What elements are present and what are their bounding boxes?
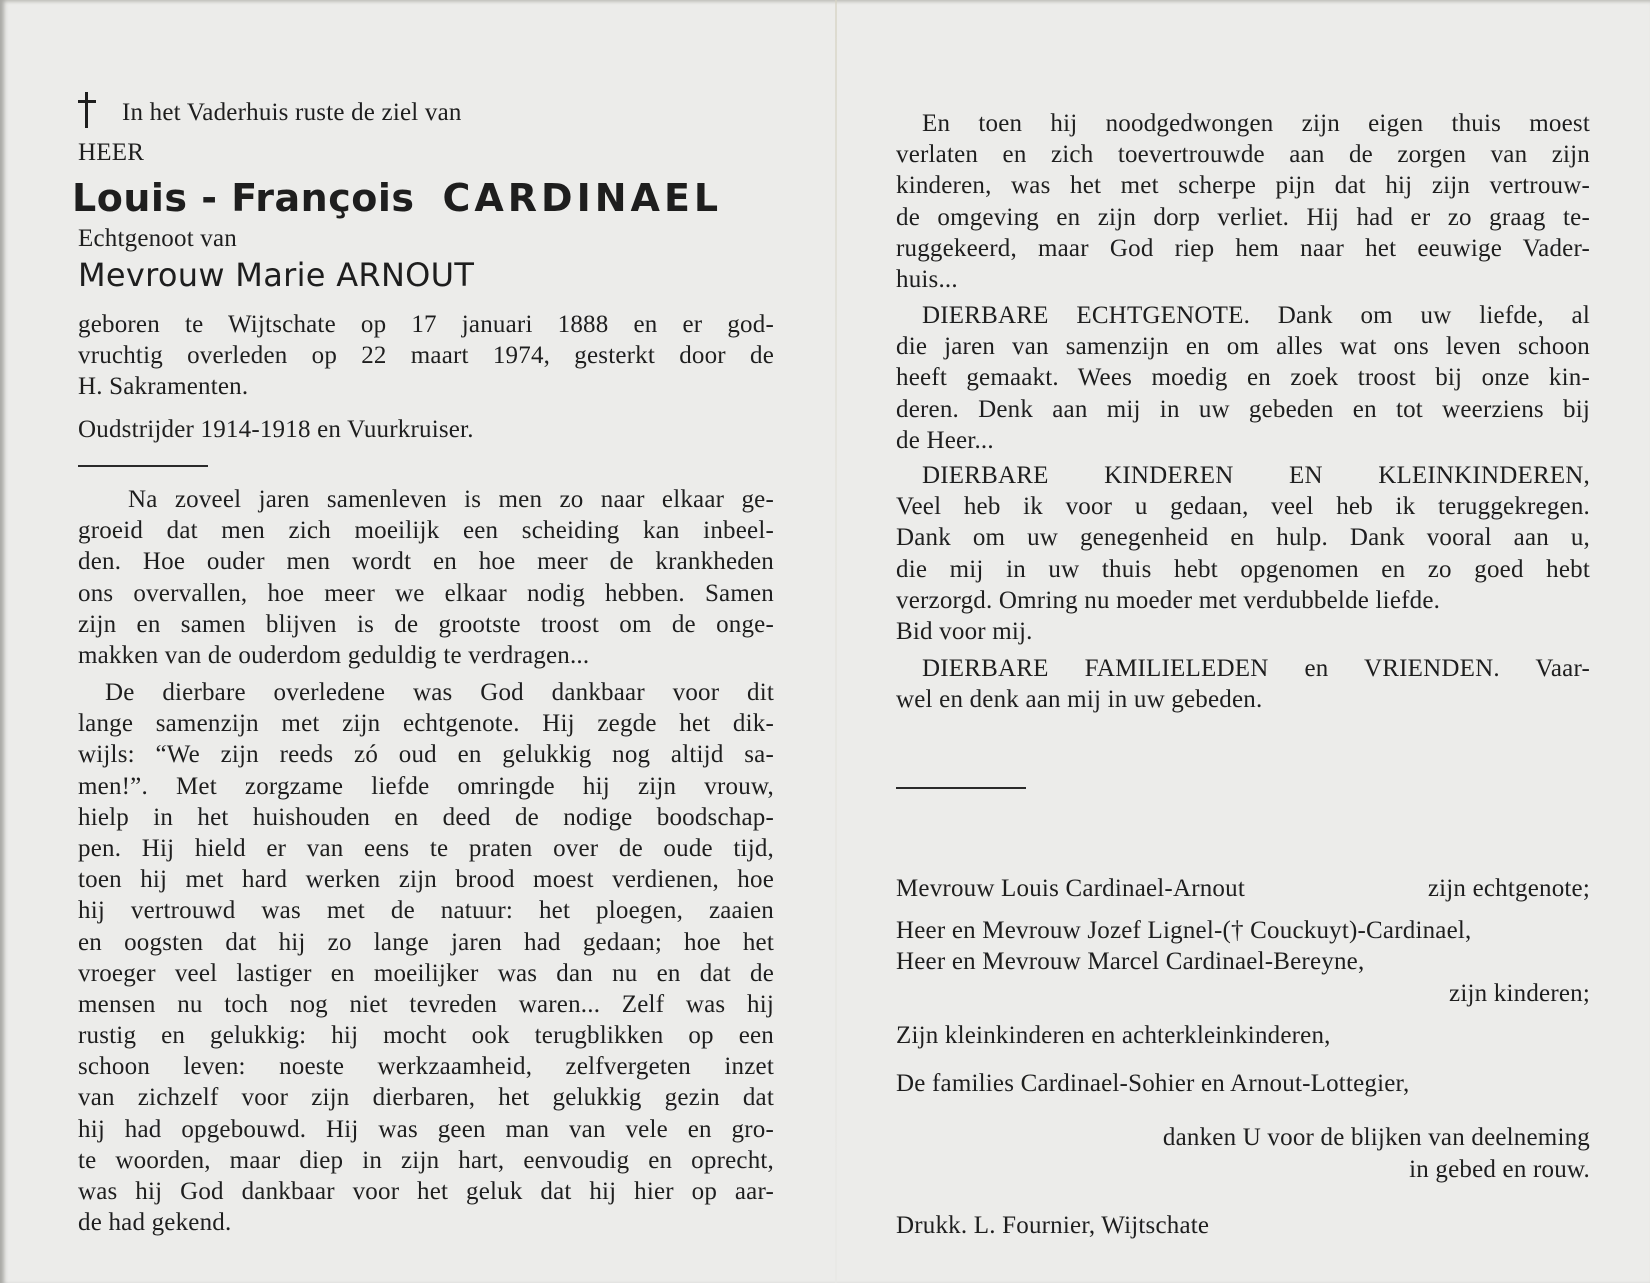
text-line: verzorgd. Omring nu moeder met verdubbelde liefde. — [896, 586, 1441, 614]
deceased-given-names: Louis - François — [72, 176, 415, 220]
right-paragraph-1 — [896, 108, 1590, 295]
divider — [896, 787, 1026, 789]
deceased-name — [72, 176, 722, 220]
text-line: ruggekeerd, maar God riep hem naar het eeuwige Vader- — [896, 234, 1590, 262]
text-line: pen. Hij hield er van eens te praten over de oude tijd, — [78, 834, 774, 862]
left-paragraph-2 — [78, 677, 774, 1238]
text-line: DIERBARE FAMILIELEDEN en VRIENDEN. Vaar- — [922, 655, 1590, 682]
text-line: zijn en samen blijven is de grootste troost om de onge- — [78, 610, 774, 638]
text-line: huis... — [896, 265, 958, 293]
text-line: te woorden, maar diep in zijn hart, eenvoudig en oprecht, — [78, 1146, 774, 1174]
text-line: kinderen, was het met scherpe pijn dat hij zijn vertrouw- — [896, 172, 1590, 200]
text-line: en oogsten dat hij zo lange jaren had gedaan; hoe het — [78, 928, 774, 956]
thanks-line-2: in gebed en rouw. — [1409, 1156, 1590, 1183]
text-line: Bid voor mij. — [896, 617, 1033, 645]
mourner-grandchildren: Zijn kleinkinderen en achterkleinkinderen, — [896, 1022, 1331, 1049]
text-line: geboren te Wijtschate op 17 januari 1888 en er god- — [78, 311, 774, 338]
text-line: die mij in uw thuis hebt opgenomen en zo goed hebt — [896, 555, 1590, 583]
text-line: wijls: “We zijn reeds zó oud en gelukkig nog altijd sa- — [78, 741, 774, 769]
birth-death-details — [78, 309, 774, 403]
spouse-name: Mevrouw Marie ARNOUT — [78, 256, 475, 294]
text-line: H. Sakramenten. — [78, 373, 249, 401]
text-line: schoon leven: noeste werkzaamheid, zelfvergeten inzet — [78, 1053, 774, 1081]
mourner-families: De families Cardinael-Sohier en Arnout-Lottegier, — [896, 1070, 1410, 1097]
text-line: verlaten en zich toevertrouwde aan de zorgen van zijn — [896, 141, 1590, 169]
text-line: de omgeving en zijn dorp verliet. Hij had er zo graag te- — [896, 203, 1590, 231]
text-line: hij vertrouwd was met de natuur: het ploegen, zaaien — [78, 897, 774, 925]
text-line: men!”. Met zorgzame liefde omringde hij zijn vrouw, — [78, 772, 774, 800]
text-line: de Heer... — [896, 426, 994, 454]
spouse-intro: Echtgenoot van — [78, 225, 238, 252]
text-line: was hij God dankbaar voor het geluk dat hij hier op aar- — [78, 1178, 774, 1205]
left-paragraph-1 — [78, 484, 774, 671]
text-line: Na zoveel jaren samenleven is men zo naar elkaar ge- — [128, 486, 774, 513]
text-line: lange samenzijn met zijn echtgenote. Hij zegde het dik- — [78, 710, 774, 738]
card-fold-line — [835, 0, 837, 1283]
right-paragraph-2 — [896, 300, 1590, 456]
text-line: DIERBARE ECHTGENOTE. Dank om uw liefde, al — [922, 302, 1590, 329]
cross-icon — [78, 92, 96, 128]
text-line: Veel heb ik voor u gedaan, veel heb ik teruggekregen. — [896, 493, 1590, 521]
mourner-child: Heer en Mevrouw Jozef Lignel-(† Couckuyt)-Cardinael, — [896, 917, 1472, 944]
text-line: heeft gemaakt. Wees moedig en zoek troost bij onze kin- — [896, 364, 1590, 392]
printer-credit: Drukk. L. Fournier, Wijtschate — [896, 1212, 1210, 1239]
right-paragraph-3 — [896, 460, 1590, 647]
intro-line: In het Vaderhuis ruste de ziel van — [122, 99, 462, 126]
text-line: hielp in het huishouden en deed de nodige boodschap- — [78, 803, 774, 831]
deceased-surname: CARDINAEL — [442, 176, 723, 220]
veteran-note: Oudstrijder 1914-1918 en Vuurkruiser. — [78, 416, 474, 443]
text-line: DIERBARE KINDEREN EN KLEINKINDEREN, — [922, 462, 1590, 489]
text-line: Dank om uw genegenheid en hulp. Dank vooral aan u, — [896, 524, 1590, 552]
mourner-spouse: Mevrouw Louis Cardinael-Arnout — [896, 875, 1245, 902]
text-line: rustig en gelukkig: hij mocht ook terugblikken op een — [78, 1022, 774, 1050]
mourner-child: Heer en Mevrouw Marcel Cardinael-Bereyne, — [896, 948, 1365, 975]
text-line: mensen nu toch nog niet tevreden waren... Zelf was hij — [78, 990, 774, 1018]
text-line: vruchtig overleden op 22 maart 1974, gesterkt door de — [78, 342, 774, 370]
thanks-line-1: danken U voor de blijken van deelneming — [1162, 1124, 1590, 1151]
text-line: toen hij met hard werken zijn brood moest verdienen, hoe — [78, 866, 774, 894]
text-line: de had gekend. — [78, 1209, 232, 1237]
text-line: makken van de ouderdom geduldig te verdragen... — [78, 641, 590, 669]
text-line: ons overvallen, hoe meer we elkaar nodig hebben. Samen — [78, 579, 774, 607]
text-line: groeid dat men zich moeilijk een scheiding kan inbeel- — [78, 517, 774, 545]
divider — [78, 465, 208, 467]
text-line: wel en denk aan mij in uw gebeden. — [896, 686, 1263, 714]
text-line: En toen hij noodgedwongen zijn eigen thuis moest — [922, 110, 1590, 137]
mourner-spouse-role: zijn echtgenote; — [1427, 875, 1590, 902]
right-paragraph-4 — [896, 653, 1590, 715]
honorific: HEER — [78, 139, 145, 166]
text-line: van zichzelf voor zijn dierbaren, het gelukkig gezin dat — [78, 1084, 774, 1112]
text-line: den. Hoe ouder men wordt en hoe meer de krankheden — [78, 548, 774, 576]
mourner-children-role: zijn kinderen; — [1449, 980, 1590, 1007]
text-line: deren. Denk aan mij in uw gebeden en tot weerziens bij — [896, 395, 1590, 423]
text-line: vroeger veel lastiger en moeilijker was dan nu en dat de — [78, 959, 774, 987]
text-line: die jaren van samenzijn en om alles wat ons leven schoon — [896, 333, 1590, 361]
text-line: hij had opgebouwd. Hij was geen man van vele en gro- — [78, 1115, 774, 1143]
text-line: De dierbare overledene was God dankbaar voor dit — [105, 679, 774, 706]
